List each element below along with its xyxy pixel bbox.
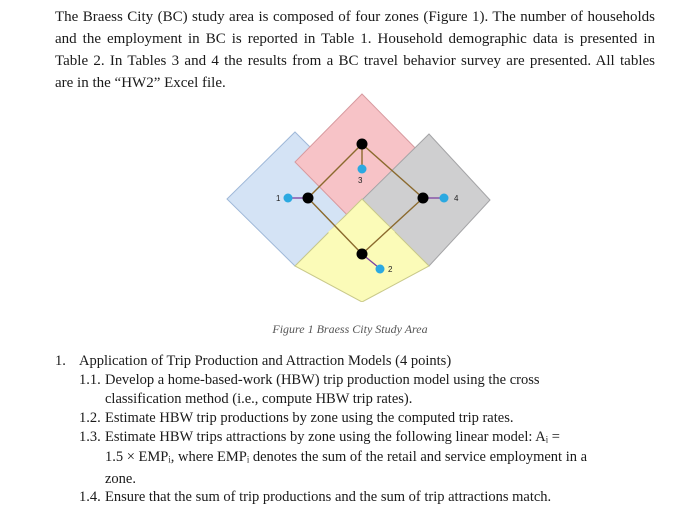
item-number: 1.1. xyxy=(79,372,101,388)
zone-label-4: 4 xyxy=(454,194,459,203)
intro-line: Table 2. In Tables 3 and 4 the results from a BC travel behavior survey are presented. All tables xyxy=(55,53,655,69)
item-text: Estimate HBW trip productions by zone using the computed trip rates. xyxy=(105,410,514,426)
node-black-right xyxy=(418,193,429,204)
item-number: 1.2. xyxy=(79,410,101,426)
zone-label-3: 3 xyxy=(358,176,363,185)
zone-label-2: 2 xyxy=(388,265,393,274)
figure-caption: Figure 1 Braess City Study Area xyxy=(272,322,428,336)
item-number: 1.3. xyxy=(79,429,101,445)
list-item xyxy=(55,488,675,507)
list-item xyxy=(55,428,675,488)
centroid-3 xyxy=(358,165,367,174)
intro-paragraph xyxy=(55,6,655,94)
item-text: 1.5 × EMPᵢ, where EMPᵢ denotes the sum of the retail and service employment in a xyxy=(105,449,588,465)
study-area-figure xyxy=(220,92,500,302)
item-text: Develop a home-based-work (HBW) trip production model using the cross xyxy=(105,372,540,388)
centroid-4 xyxy=(440,194,449,203)
intro-line: and the employment in BC is reported in Table 1. Household demographic data is presented in xyxy=(55,31,655,47)
intro-line: are in the “HW2” Excel file. xyxy=(55,75,226,91)
node-black-bottom xyxy=(357,249,368,260)
list-item xyxy=(55,371,675,409)
question-number: 1. xyxy=(55,353,66,369)
item-text: Ensure that the sum of trip productions and the sum of trip attractions match. xyxy=(105,489,552,505)
item-text: Estimate HBW trips attractions by zone using the following linear model: Aᵢ = xyxy=(105,429,560,445)
intro-line: The Braess City (BC) study area is composed of four zones (Figure 1). The number of households xyxy=(55,9,655,25)
item-text: zone. xyxy=(105,471,136,487)
centroid-1 xyxy=(284,194,293,203)
question-title: Application of Trip Production and Attraction Models (4 points) xyxy=(79,353,452,369)
node-black-left xyxy=(303,193,314,204)
item-text: classification method (i.e., compute HBW trip rates). xyxy=(105,391,413,407)
question-list xyxy=(55,352,675,507)
centroid-2 xyxy=(376,265,385,274)
item-number: 1.4. xyxy=(79,489,101,505)
node-black-top xyxy=(357,139,368,150)
question-heading xyxy=(55,352,675,371)
zone-label-1: 1 xyxy=(276,194,281,203)
list-item xyxy=(55,409,675,428)
